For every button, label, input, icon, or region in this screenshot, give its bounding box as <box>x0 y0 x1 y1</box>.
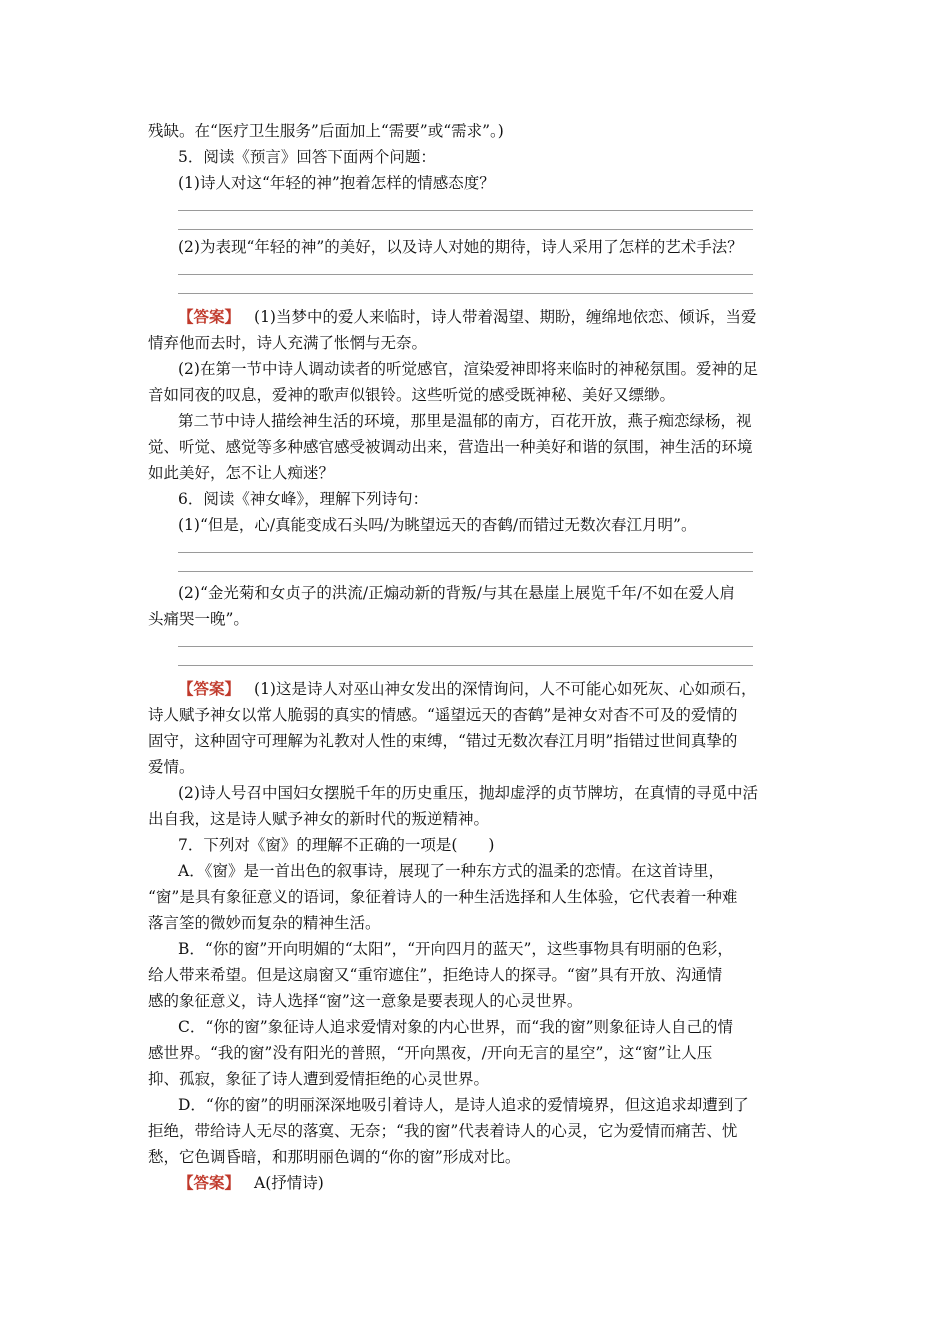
option-line: 愁，它色调昏暗，和那明丽色调的“你的窗”形成对比。 <box>148 1148 521 1166</box>
option-line: C．“你的窗”象征诗人追求爱情对象的内心世界，而“我的窗”则象征诗人自己的情 <box>178 1018 734 1036</box>
question-sub: (2)“金光菊和女贞子的洪流/正煽动新的背叛/与其在悬崖上展览千年/不如在爱人肩 <box>178 584 736 602</box>
option-line: D．“你的窗”的明丽深深地吸引着诗人，是诗人追求的爱情境界，但这追求却遭到了 <box>178 1096 749 1114</box>
paragraph-line: 残缺。在“医疗卫生服务”后面加上“需要”或“需求”。) <box>148 122 504 140</box>
answer-line: 情弃他而去时，诗人充满了怅惘与无奈。 <box>148 334 428 352</box>
option-line: A．《窗》是一首出色的叙事诗，展现了一种东方式的温柔的恋情。在这首诗里， <box>178 862 724 880</box>
answer-blank-line <box>178 210 753 211</box>
option-line: B．“你的窗”开向明媚的“太阳”，“开向四月的蓝天”，这些事物具有明丽的色彩， <box>178 940 733 958</box>
answer-line: (2)在第一节中诗人调动读者的听觉感官，渲染爱神即将来临时的神秘氛围。爱神的足 <box>178 360 758 378</box>
option-line: “窗”是具有象征意义的语词，象征着诗人的一种生活选择和人生体验，它代表着一种难 <box>148 888 738 906</box>
answer-text: (1)当梦中的爱人来临时，诗人带着渴望、期盼，缠绵地依恋、倾诉，当爱 <box>254 308 757 326</box>
question-stem: 6．阅读《神女峰》，理解下列诗句： <box>178 490 429 508</box>
question-sub: (1)诗人对这“年轻的神”抱着怎样的情感态度？ <box>178 174 495 192</box>
answer-blank-line <box>178 274 753 275</box>
question-sub: (2)为表现“年轻的神”的美好，以及诗人对她的期待，诗人采用了怎样的艺术手法？ <box>178 238 743 256</box>
answer-label: 【答案】 <box>178 1173 241 1192</box>
answer-label: 【答案】 <box>178 307 241 326</box>
document-body <box>148 118 808 1196</box>
answer-line <box>148 676 808 702</box>
answer-blank-line <box>178 552 753 553</box>
answer-line <box>148 1170 808 1196</box>
answer-line: 如此美好，怎不让人痴迷？ <box>148 464 335 482</box>
answer-line: 音如同夜的叹息，爱神的歌声似银铃。这些听觉的感受既神秘、美好又缥缈。 <box>148 386 676 404</box>
option-line: 抑、孤寂，象征了诗人遭到爱情拒绝的心灵世界。 <box>148 1070 490 1088</box>
question-sub: (1)“但是，心/真能变成石头吗/为眺望远天的杳鹤/而错过无数次春江月明”。 <box>178 516 697 534</box>
answer-line: 出自我，这是诗人赋予神女的新时代的叛逆精神。 <box>148 810 490 828</box>
answer-blank-line <box>178 665 753 666</box>
answer-line: 诗人赋予神女以常人脆弱的真实的情感。“遥望远天的杳鹤”是神女对杳不可及的爱情的 <box>148 706 738 724</box>
answer-line: 觉、听觉、感觉等多种感官感受被调动出来，营造出一种美好和谐的氛围，神生活的环境 <box>148 438 753 456</box>
answer-line: 固守，这种固守可理解为礼教对人性的束缚，“错过无数次春江月明”指错过世间真挚的 <box>148 732 738 750</box>
answer-blank-line <box>178 646 753 647</box>
answer-blank-line <box>178 571 753 572</box>
answer-blank-line <box>178 229 753 230</box>
answer-text: A(抒情诗) <box>254 1174 324 1192</box>
option-line: 给人带来希望。但是这扇窗又“重帘遮住”，拒绝诗人的探寻。“窗”具有开放、沟通情 <box>148 966 723 984</box>
answer-label: 【答案】 <box>178 679 241 698</box>
answer-text: (1)这是诗人对巫山神女发出的深情询问，人不可能心如死灰、心如顽石， <box>254 680 757 698</box>
option-line: 感的象征意义，诗人选择“窗”这一意象是要表现人的心灵世界。 <box>148 992 583 1010</box>
answer-line: 第二节中诗人描绘神生活的环境，那里是温郁的南方，百花开放，燕子痴恋绿杨，视 <box>178 412 752 430</box>
answer-line <box>148 304 808 330</box>
option-line: 落言筌的微妙而复杂的精神生活。 <box>148 914 381 932</box>
question-stem: 5．阅读《预言》回答下面两个问题： <box>178 148 436 166</box>
answer-line: 爱情。 <box>148 758 195 776</box>
question-sub: 头痛哭一晚”。 <box>148 610 249 628</box>
answer-blank-line <box>178 293 753 294</box>
answer-line: (2)诗人号召中国妇女摆脱千年的历史重压，抛却虚浮的贞节牌坊，在真情的寻觅中活 <box>178 784 758 802</box>
option-line: 感世界。“我的窗”没有阳光的普照，“开向黑夜，/开向无言的星空”，这“窗”让人压 <box>148 1044 713 1062</box>
question-stem: 7．下列对《窗》的理解不正确的一项是( ) <box>178 836 495 854</box>
option-line: 拒绝，带给诗人无尽的落寞、无奈；“我的窗”代表着诗人的心灵，它为爱情而痛苦、忧 <box>148 1122 738 1140</box>
